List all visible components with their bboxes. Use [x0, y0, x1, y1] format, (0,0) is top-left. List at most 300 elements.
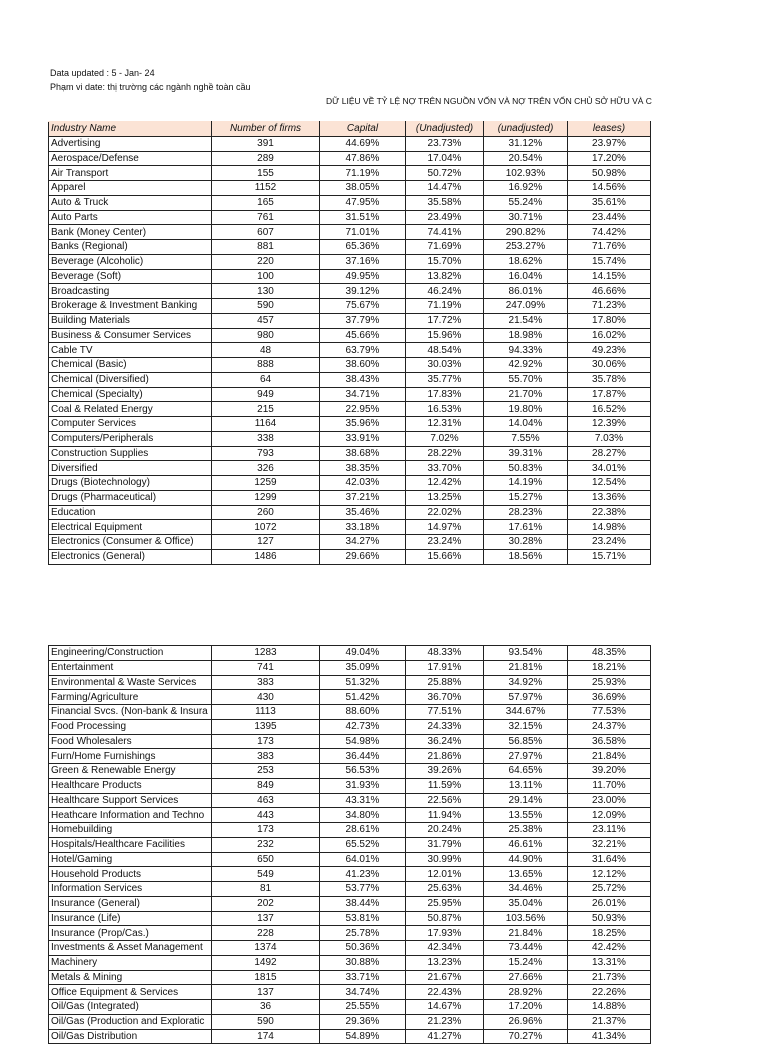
firms-count-cell: 980: [212, 328, 320, 343]
unadjusted-2-cell: 34.46%: [484, 882, 568, 897]
industry-name-cell: Air Transport: [49, 166, 212, 181]
leases-cell: 41.34%: [568, 1029, 651, 1044]
leases-cell: 23.44%: [568, 210, 651, 225]
leases-cell: 25.93%: [568, 675, 651, 690]
leases-cell: 15.71%: [568, 549, 651, 564]
table-row: [49, 837, 651, 852]
firms-count-cell: 457: [212, 313, 320, 328]
capital-cell: 33.71%: [320, 970, 406, 985]
header-leases: leases): [568, 122, 651, 137]
table-row: [49, 313, 651, 328]
table-row: [49, 476, 651, 491]
industry-name-cell: Drugs (Biotechnology): [49, 476, 212, 491]
unadjusted-cell: 35.77%: [406, 372, 484, 387]
leases-cell: 74.42%: [568, 225, 651, 240]
unadjusted-cell: 50.87%: [406, 911, 484, 926]
table-row: [49, 269, 651, 284]
firms-count-cell: 202: [212, 896, 320, 911]
firms-count-cell: 326: [212, 461, 320, 476]
capital-cell: 39.12%: [320, 284, 406, 299]
firms-count-cell: 137: [212, 911, 320, 926]
capital-cell: 35.09%: [320, 660, 406, 675]
unadjusted-cell: 24.33%: [406, 719, 484, 734]
firms-count-cell: 741: [212, 660, 320, 675]
unadjusted-cell: 13.25%: [406, 490, 484, 505]
industry-name-cell: Auto Parts: [49, 210, 212, 225]
table-row: [49, 136, 651, 151]
table-row: [49, 882, 651, 897]
firms-count-cell: 443: [212, 808, 320, 823]
table-row: [49, 808, 651, 823]
unadjusted-cell: 48.54%: [406, 343, 484, 358]
table-row: [49, 764, 651, 779]
firms-count-cell: 173: [212, 734, 320, 749]
capital-cell: 88.60%: [320, 705, 406, 720]
capital-cell: 25.78%: [320, 926, 406, 941]
unadjusted-cell: 33.70%: [406, 461, 484, 476]
firms-count-cell: 232: [212, 837, 320, 852]
table-row: [49, 823, 651, 838]
industry-name-cell: Apparel: [49, 181, 212, 196]
capital-cell: 42.03%: [320, 476, 406, 491]
capital-cell: 51.42%: [320, 690, 406, 705]
unadjusted-cell: 12.42%: [406, 476, 484, 491]
header-capital: Capital: [320, 122, 406, 137]
unadjusted-2-cell: 86.01%: [484, 284, 568, 299]
unadjusted-cell: 36.24%: [406, 734, 484, 749]
leases-cell: 49.23%: [568, 343, 651, 358]
table-row: [49, 926, 651, 941]
firms-count-cell: 1259: [212, 476, 320, 491]
capital-cell: 38.44%: [320, 896, 406, 911]
unadjusted-2-cell: 28.23%: [484, 505, 568, 520]
firms-count-cell: 793: [212, 446, 320, 461]
unadjusted-2-cell: 27.66%: [484, 970, 568, 985]
unadjusted-2-cell: 73.44%: [484, 941, 568, 956]
table-row: [49, 867, 651, 882]
unadjusted-2-cell: 18.98%: [484, 328, 568, 343]
firms-count-cell: 165: [212, 195, 320, 210]
unadjusted-cell: 25.63%: [406, 882, 484, 897]
leases-cell: 7.03%: [568, 431, 651, 446]
unadjusted-cell: 36.70%: [406, 690, 484, 705]
capital-cell: 38.05%: [320, 181, 406, 196]
unadjusted-cell: 12.31%: [406, 417, 484, 432]
capital-cell: 53.81%: [320, 911, 406, 926]
industry-name-cell: Chemical (Diversified): [49, 372, 212, 387]
table-row: [49, 520, 651, 535]
industry-name-cell: Construction Supplies: [49, 446, 212, 461]
table-row: [49, 328, 651, 343]
industry-name-cell: Computers/Peripherals: [49, 431, 212, 446]
leases-cell: 17.20%: [568, 151, 651, 166]
leases-cell: 35.78%: [568, 372, 651, 387]
table-row: [49, 372, 651, 387]
firms-count-cell: 1492: [212, 955, 320, 970]
capital-cell: 22.95%: [320, 402, 406, 417]
leases-cell: 22.38%: [568, 505, 651, 520]
industry-name-cell: Electrical Equipment: [49, 520, 212, 535]
unadjusted-cell: 21.23%: [406, 1014, 484, 1029]
industry-name-cell: Healthcare Support Services: [49, 793, 212, 808]
leases-cell: 25.72%: [568, 882, 651, 897]
leases-cell: 71.23%: [568, 299, 651, 314]
leases-cell: 36.58%: [568, 734, 651, 749]
unadjusted-cell: 21.86%: [406, 749, 484, 764]
table-row: [49, 225, 651, 240]
industry-name-cell: Beverage (Alcoholic): [49, 254, 212, 269]
industry-name-cell: Cable TV: [49, 343, 212, 358]
capital-cell: 34.71%: [320, 387, 406, 402]
firms-count-cell: 173: [212, 823, 320, 838]
firms-count-cell: 1374: [212, 941, 320, 956]
table-row: [49, 210, 651, 225]
unadjusted-2-cell: 26.96%: [484, 1014, 568, 1029]
leases-cell: 34.01%: [568, 461, 651, 476]
leases-cell: 14.98%: [568, 520, 651, 535]
capital-cell: 65.36%: [320, 240, 406, 255]
capital-cell: 42.73%: [320, 719, 406, 734]
unadjusted-2-cell: 56.85%: [484, 734, 568, 749]
leases-cell: 11.70%: [568, 778, 651, 793]
unadjusted-cell: 17.91%: [406, 660, 484, 675]
unadjusted-2-cell: 102.93%: [484, 166, 568, 181]
leases-cell: 30.06%: [568, 358, 651, 373]
unadjusted-cell: 20.24%: [406, 823, 484, 838]
capital-cell: 33.18%: [320, 520, 406, 535]
unadjusted-cell: 28.22%: [406, 446, 484, 461]
table-row: [49, 387, 651, 402]
industry-name-cell: Coal & Related Energy: [49, 402, 212, 417]
industry-name-cell: Aerospace/Defense: [49, 151, 212, 166]
unadjusted-cell: 46.24%: [406, 284, 484, 299]
unadjusted-cell: 14.97%: [406, 520, 484, 535]
unadjusted-cell: 39.26%: [406, 764, 484, 779]
firms-count-cell: 81: [212, 882, 320, 897]
unadjusted-2-cell: 29.14%: [484, 793, 568, 808]
industry-name-cell: Oil/Gas (Production and Exploratic: [49, 1014, 212, 1029]
table-row: [49, 778, 651, 793]
industry-name-cell: Metals & Mining: [49, 970, 212, 985]
table-row: [49, 402, 651, 417]
unadjusted-cell: 16.53%: [406, 402, 484, 417]
unadjusted-cell: 22.56%: [406, 793, 484, 808]
industry-name-cell: Beverage (Soft): [49, 269, 212, 284]
capital-cell: 30.88%: [320, 955, 406, 970]
capital-cell: 75.67%: [320, 299, 406, 314]
industry-name-cell: Bank (Money Center): [49, 225, 212, 240]
industry-name-cell: Investments & Asset Management: [49, 941, 212, 956]
table-row: [49, 299, 651, 314]
firms-count-cell: 215: [212, 402, 320, 417]
unadjusted-cell: 41.27%: [406, 1029, 484, 1044]
firms-count-cell: 650: [212, 852, 320, 867]
unadjusted-2-cell: 64.65%: [484, 764, 568, 779]
header-number-of-firms: Number of firms: [212, 122, 320, 137]
industry-name-cell: Financial Svcs. (Non-bank & Insura: [49, 705, 212, 720]
industry-name-cell: Information Services: [49, 882, 212, 897]
unadjusted-2-cell: 21.84%: [484, 926, 568, 941]
unadjusted-2-cell: 7.55%: [484, 431, 568, 446]
leases-cell: 21.73%: [568, 970, 651, 985]
unadjusted-2-cell: 42.92%: [484, 358, 568, 373]
unadjusted-cell: 15.66%: [406, 549, 484, 564]
firms-count-cell: 549: [212, 867, 320, 882]
industry-name-cell: Advertising: [49, 136, 212, 151]
firms-count-cell: 383: [212, 675, 320, 690]
unadjusted-2-cell: 30.28%: [484, 535, 568, 550]
leases-cell: 21.37%: [568, 1014, 651, 1029]
unadjusted-cell: 42.34%: [406, 941, 484, 956]
leases-cell: 32.21%: [568, 837, 651, 852]
unadjusted-2-cell: 35.04%: [484, 896, 568, 911]
unadjusted-cell: 7.02%: [406, 431, 484, 446]
unadjusted-2-cell: 17.20%: [484, 1000, 568, 1015]
unadjusted-2-cell: 290.82%: [484, 225, 568, 240]
capital-cell: 34.74%: [320, 985, 406, 1000]
capital-cell: 50.36%: [320, 941, 406, 956]
capital-cell: 71.19%: [320, 166, 406, 181]
unadjusted-cell: 25.95%: [406, 896, 484, 911]
firms-count-cell: 607: [212, 225, 320, 240]
unadjusted-cell: 14.67%: [406, 1000, 484, 1015]
leases-cell: 14.88%: [568, 1000, 651, 1015]
industry-name-cell: Diversified: [49, 461, 212, 476]
table-row: [49, 151, 651, 166]
firms-count-cell: 1164: [212, 417, 320, 432]
table-row: [49, 970, 651, 985]
leases-cell: 14.56%: [568, 181, 651, 196]
firms-count-cell: 220: [212, 254, 320, 269]
capital-cell: 64.01%: [320, 852, 406, 867]
unadjusted-cell: 17.83%: [406, 387, 484, 402]
industry-name-cell: Hospitals/Healthcare Facilities: [49, 837, 212, 852]
capital-cell: 47.95%: [320, 195, 406, 210]
firms-count-cell: 949: [212, 387, 320, 402]
firms-count-cell: 849: [212, 778, 320, 793]
industry-name-cell: Insurance (General): [49, 896, 212, 911]
leases-cell: 13.36%: [568, 490, 651, 505]
table-row: [49, 166, 651, 181]
firms-count-cell: 127: [212, 535, 320, 550]
leases-cell: 31.64%: [568, 852, 651, 867]
capital-cell: 51.32%: [320, 675, 406, 690]
leases-cell: 42.42%: [568, 941, 651, 956]
unadjusted-cell: 15.96%: [406, 328, 484, 343]
leases-cell: 77.53%: [568, 705, 651, 720]
firms-count-cell: 174: [212, 1029, 320, 1044]
unadjusted-cell: 48.33%: [406, 646, 484, 661]
capital-cell: 29.66%: [320, 549, 406, 564]
table-row: [49, 505, 651, 520]
table-row: [49, 646, 651, 661]
table-row: [49, 1014, 651, 1029]
unadjusted-2-cell: 34.92%: [484, 675, 568, 690]
unadjusted-2-cell: 93.54%: [484, 646, 568, 661]
unadjusted-cell: 77.51%: [406, 705, 484, 720]
firms-count-cell: 881: [212, 240, 320, 255]
industry-name-cell: Insurance (Prop/Cas.): [49, 926, 212, 941]
table-row: [49, 719, 651, 734]
table-row: [49, 358, 651, 373]
table-row: [49, 660, 651, 675]
firms-count-cell: 463: [212, 793, 320, 808]
unadjusted-2-cell: 31.12%: [484, 136, 568, 151]
capital-cell: 38.43%: [320, 372, 406, 387]
unadjusted-2-cell: 15.27%: [484, 490, 568, 505]
firms-count-cell: 1283: [212, 646, 320, 661]
unadjusted-cell: 23.49%: [406, 210, 484, 225]
industry-name-cell: Broadcasting: [49, 284, 212, 299]
table-row: [49, 417, 651, 432]
unadjusted-2-cell: 25.38%: [484, 823, 568, 838]
leases-cell: 26.01%: [568, 896, 651, 911]
firms-count-cell: 64: [212, 372, 320, 387]
capital-cell: 35.96%: [320, 417, 406, 432]
industry-name-cell: Chemical (Specialty): [49, 387, 212, 402]
firms-count-cell: 1113: [212, 705, 320, 720]
unadjusted-2-cell: 55.70%: [484, 372, 568, 387]
unadjusted-2-cell: 344.67%: [484, 705, 568, 720]
table-row: [49, 985, 651, 1000]
leases-cell: 46.66%: [568, 284, 651, 299]
unadjusted-cell: 23.73%: [406, 136, 484, 151]
unadjusted-cell: 15.70%: [406, 254, 484, 269]
leases-cell: 16.52%: [568, 402, 651, 417]
firms-count-cell: 36: [212, 1000, 320, 1015]
industry-name-cell: Oil/Gas (Integrated): [49, 1000, 212, 1015]
firms-count-cell: 888: [212, 358, 320, 373]
capital-cell: 56.53%: [320, 764, 406, 779]
leases-cell: 23.24%: [568, 535, 651, 550]
industry-name-cell: Farming/Agriculture: [49, 690, 212, 705]
unadjusted-2-cell: 57.97%: [484, 690, 568, 705]
unadjusted-cell: 23.24%: [406, 535, 484, 550]
table-row: [49, 675, 651, 690]
table-row: [49, 1000, 651, 1015]
capital-cell: 29.36%: [320, 1014, 406, 1029]
firms-count-cell: 289: [212, 151, 320, 166]
industry-name-cell: Healthcare Products: [49, 778, 212, 793]
firms-count-cell: 130: [212, 284, 320, 299]
unadjusted-2-cell: 27.97%: [484, 749, 568, 764]
unadjusted-cell: 50.72%: [406, 166, 484, 181]
data-scope-note: Phạm vi date: thị trường các ngành nghề toàn cầu: [50, 82, 251, 92]
unadjusted-2-cell: 15.24%: [484, 955, 568, 970]
industry-name-cell: Food Wholesalers: [49, 734, 212, 749]
unadjusted-cell: 30.99%: [406, 852, 484, 867]
unadjusted-2-cell: 21.54%: [484, 313, 568, 328]
industry-name-cell: Brokerage & Investment Banking: [49, 299, 212, 314]
table-row: [49, 1029, 651, 1044]
leases-cell: 23.00%: [568, 793, 651, 808]
leases-cell: 50.98%: [568, 166, 651, 181]
industry-name-cell: Electronics (Consumer & Office): [49, 535, 212, 550]
unadjusted-2-cell: 94.33%: [484, 343, 568, 358]
leases-cell: 39.20%: [568, 764, 651, 779]
firms-count-cell: 1486: [212, 549, 320, 564]
unadjusted-2-cell: 103.56%: [484, 911, 568, 926]
industry-name-cell: Green & Renewable Energy: [49, 764, 212, 779]
industry-debt-table-bottom: [48, 645, 651, 1044]
capital-cell: 28.61%: [320, 823, 406, 838]
unadjusted-cell: 21.67%: [406, 970, 484, 985]
capital-cell: 53.77%: [320, 882, 406, 897]
leases-cell: 14.15%: [568, 269, 651, 284]
table-row: [49, 852, 651, 867]
industry-name-cell: Auto & Truck: [49, 195, 212, 210]
unadjusted-2-cell: 30.71%: [484, 210, 568, 225]
unadjusted-2-cell: 13.11%: [484, 778, 568, 793]
unadjusted-cell: 71.69%: [406, 240, 484, 255]
table-row: [49, 896, 651, 911]
industry-name-cell: Chemical (Basic): [49, 358, 212, 373]
firms-count-cell: 48: [212, 343, 320, 358]
industry-name-cell: Homebuilding: [49, 823, 212, 838]
unadjusted-2-cell: 14.19%: [484, 476, 568, 491]
industry-name-cell: Electronics (General): [49, 549, 212, 564]
capital-cell: 37.79%: [320, 313, 406, 328]
unadjusted-2-cell: 247.09%: [484, 299, 568, 314]
unadjusted-2-cell: 55.24%: [484, 195, 568, 210]
capital-cell: 54.89%: [320, 1029, 406, 1044]
unadjusted-cell: 22.02%: [406, 505, 484, 520]
industry-name-cell: Oil/Gas Distribution: [49, 1029, 212, 1044]
table-row: [49, 955, 651, 970]
leases-cell: 17.87%: [568, 387, 651, 402]
unadjusted-cell: 31.79%: [406, 837, 484, 852]
firms-count-cell: 155: [212, 166, 320, 181]
header-unadjusted: (Unadjusted): [406, 122, 484, 137]
firms-count-cell: 253: [212, 764, 320, 779]
firms-count-cell: 1395: [212, 719, 320, 734]
unadjusted-2-cell: 13.55%: [484, 808, 568, 823]
unadjusted-2-cell: 16.92%: [484, 181, 568, 196]
leases-cell: 15.74%: [568, 254, 651, 269]
table-row: [49, 181, 651, 196]
capital-cell: 31.51%: [320, 210, 406, 225]
capital-cell: 34.80%: [320, 808, 406, 823]
industry-name-cell: Education: [49, 505, 212, 520]
unadjusted-2-cell: 14.04%: [484, 417, 568, 432]
capital-cell: 25.55%: [320, 1000, 406, 1015]
capital-cell: 63.79%: [320, 343, 406, 358]
industry-name-cell: Banks (Regional): [49, 240, 212, 255]
unadjusted-2-cell: 18.62%: [484, 254, 568, 269]
table-row: [49, 734, 651, 749]
unadjusted-cell: 13.82%: [406, 269, 484, 284]
capital-cell: 36.44%: [320, 749, 406, 764]
header-unadjusted-2: (unadjusted): [484, 122, 568, 137]
unadjusted-cell: 22.43%: [406, 985, 484, 1000]
industry-name-cell: Business & Consumer Services: [49, 328, 212, 343]
firms-count-cell: 228: [212, 926, 320, 941]
unadjusted-2-cell: 16.04%: [484, 269, 568, 284]
table-row: [49, 461, 651, 476]
industry-name-cell: Environmental & Waste Services: [49, 675, 212, 690]
table-row: [49, 749, 651, 764]
unadjusted-cell: 13.23%: [406, 955, 484, 970]
unadjusted-cell: 71.19%: [406, 299, 484, 314]
capital-cell: 44.69%: [320, 136, 406, 151]
unadjusted-cell: 11.94%: [406, 808, 484, 823]
firms-count-cell: 590: [212, 1014, 320, 1029]
firms-count-cell: 1072: [212, 520, 320, 535]
firms-count-cell: 383: [212, 749, 320, 764]
industry-name-cell: Hotel/Gaming: [49, 852, 212, 867]
unadjusted-cell: 17.72%: [406, 313, 484, 328]
capital-cell: 38.60%: [320, 358, 406, 373]
